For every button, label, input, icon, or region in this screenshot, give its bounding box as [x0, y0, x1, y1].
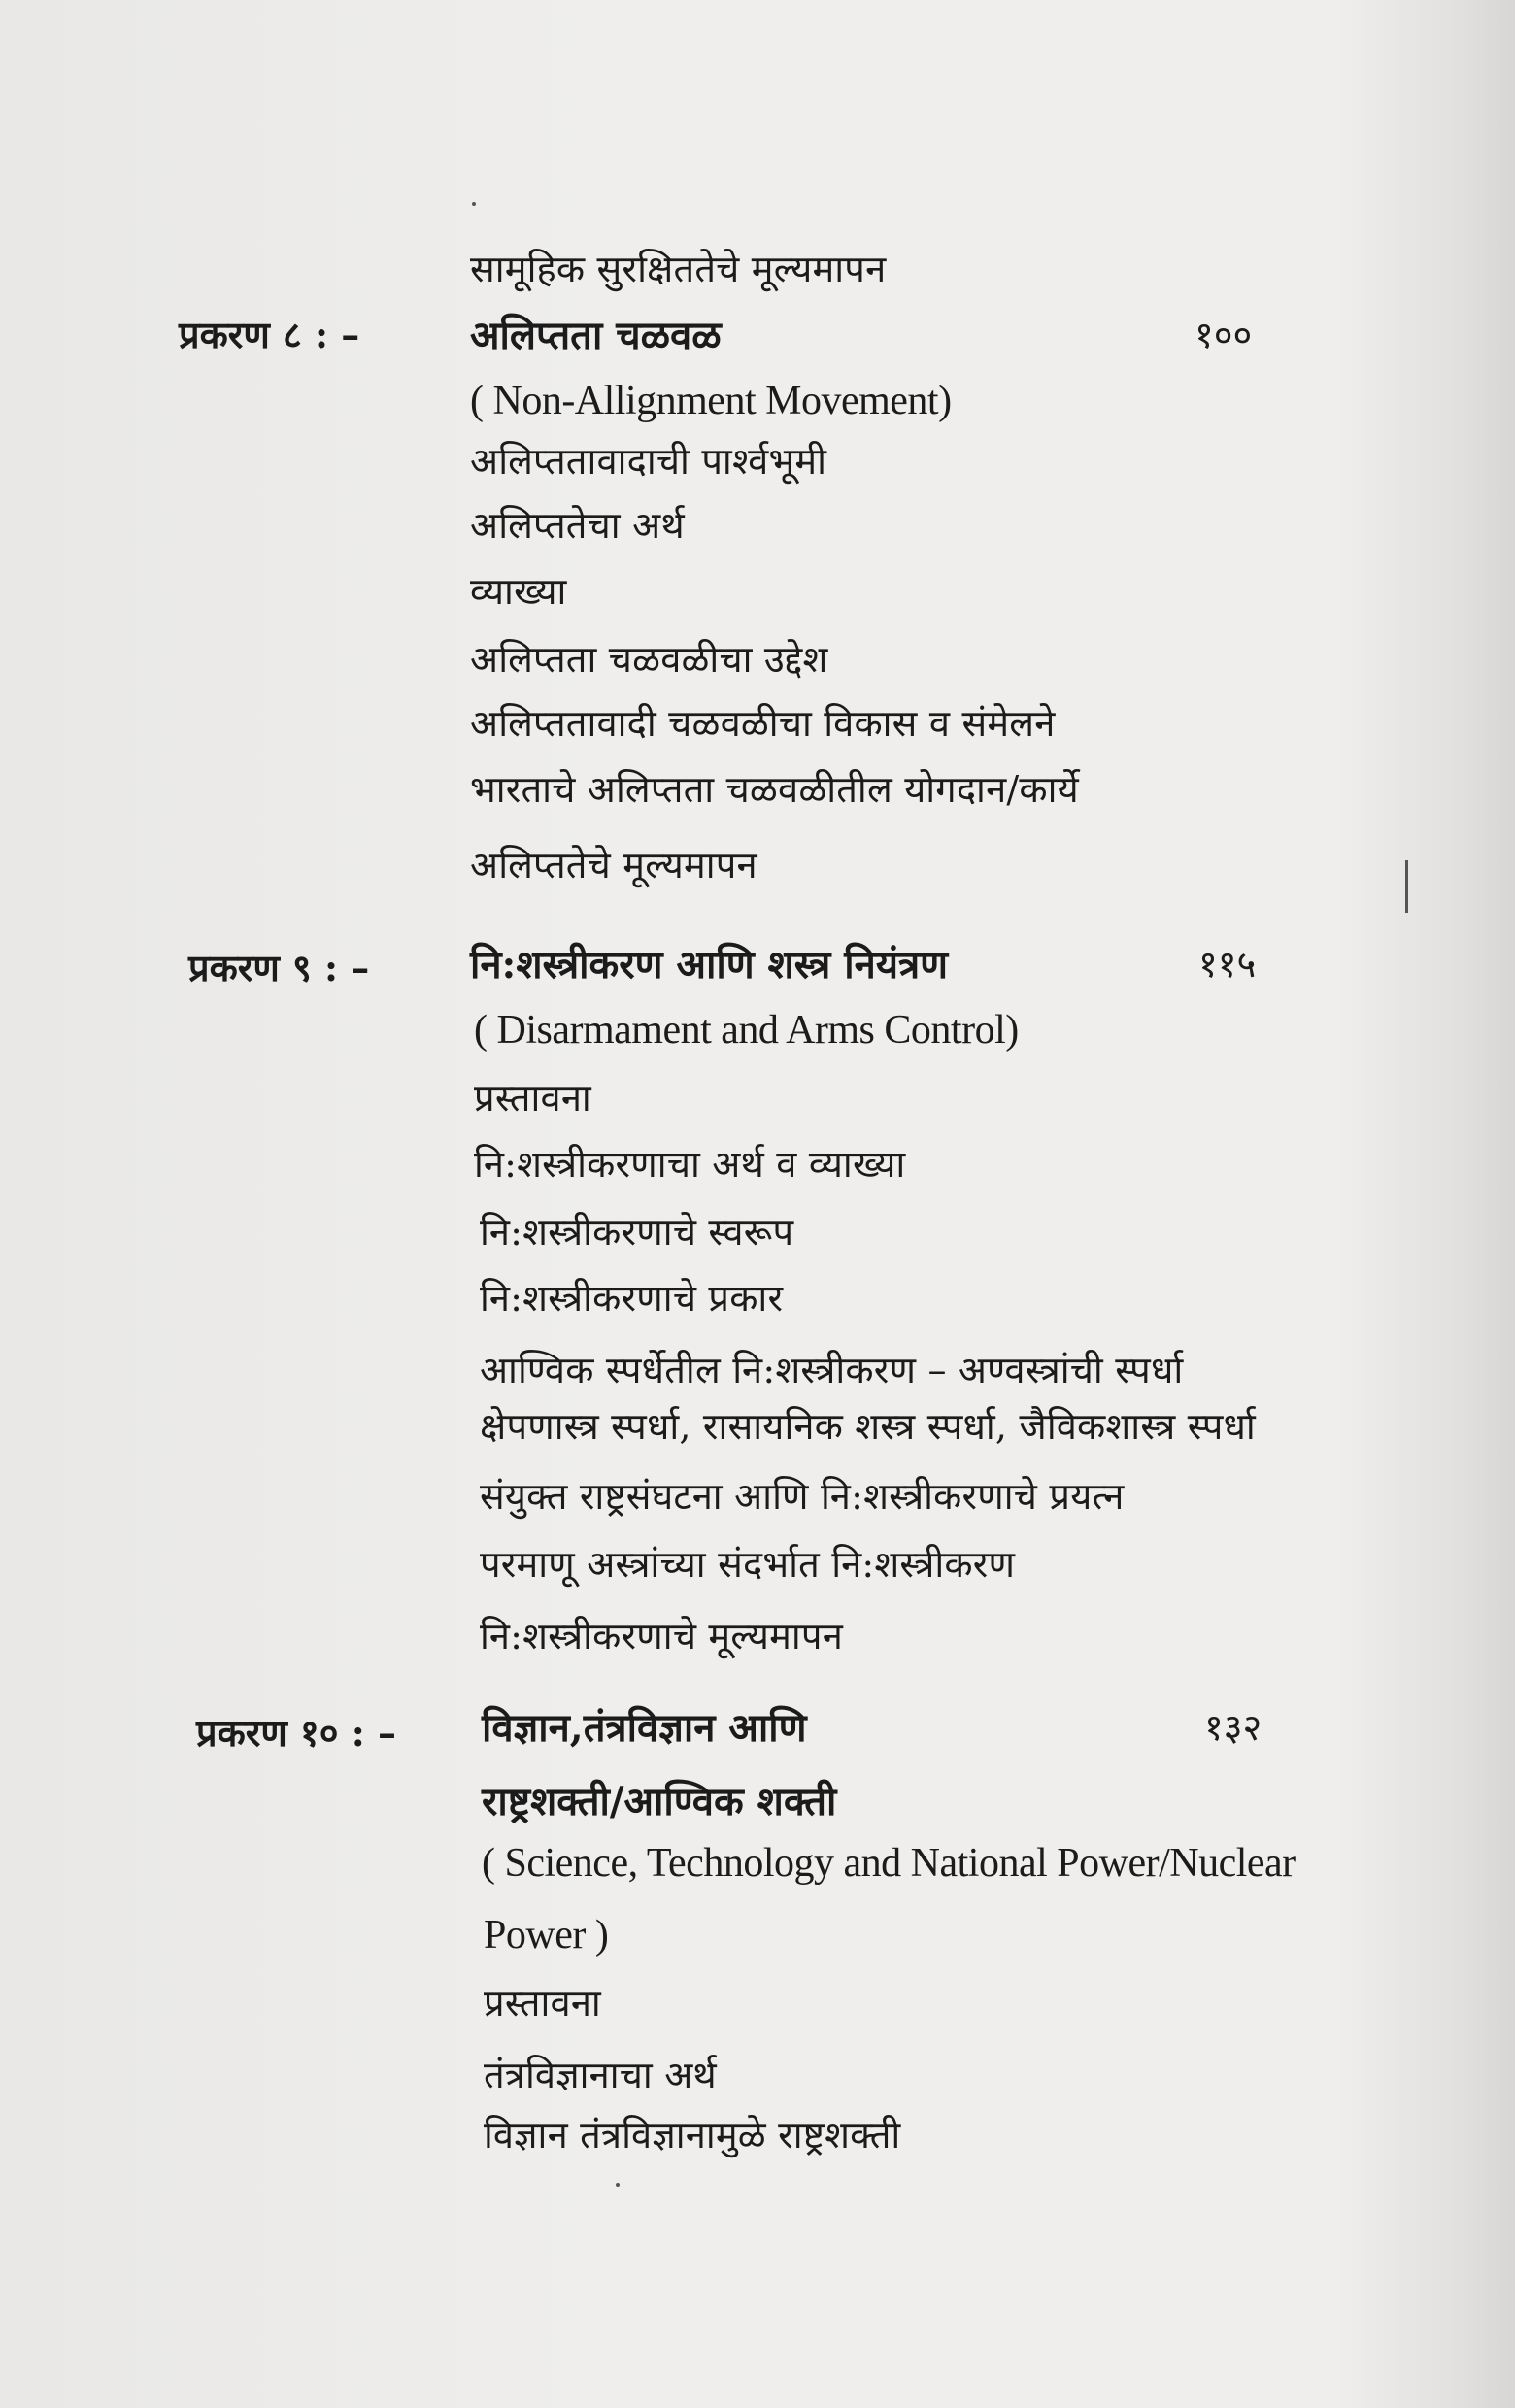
- stray-dot-mark: [616, 2183, 620, 2187]
- chapter-10-title-line-2: राष्ट्रशक्ती/आण्विक शक्ती: [482, 1779, 837, 1824]
- chapter-9-item: नि:शस्त्रीकरणाचे स्वरूप: [480, 1211, 794, 1254]
- stray-margin-mark: [1405, 860, 1408, 913]
- chapter-9-item: प्रस्तावना: [474, 1077, 591, 1120]
- chapter-8-item: अलिप्तता चळवळीचा उद्देश: [470, 638, 828, 681]
- chapter-9-title: नि:शस्त्रीकरण आणि शस्त्र नियंत्रण: [470, 942, 949, 987]
- chapter-8-label: प्रकरण ८ : –: [179, 313, 360, 356]
- chapter-10-page-number: १३२: [1204, 1706, 1262, 1749]
- chapter-9-item: क्षेपणास्त्र स्पर्धा, रासायनिक शस्त्र स्पर्धा, जैविकशास्त्र स्पर्धा: [480, 1405, 1256, 1448]
- chapter-8-item: अलिप्ततेचे मूल्यमापन: [470, 844, 758, 886]
- chapter-8-title: अलिप्तता चळवळ: [470, 313, 722, 358]
- chapter-10-item: प्रस्तावना: [484, 1982, 601, 2024]
- chapter-8-english-title: ( Non-Allignment Movement): [470, 379, 952, 423]
- chapter-9-item: नि:शस्त्रीकरणाचे मूल्यमापन: [480, 1615, 843, 1657]
- chapter-9-item: नि:शस्त्रीकरणाचा अर्थ व व्याख्या: [474, 1143, 906, 1186]
- chapter-10-english-title-line-2: Power ): [484, 1913, 609, 1957]
- stray-dot-mark: [472, 202, 476, 206]
- chapter-8-item: अलिप्ततावादी चळवळीचा विकास व संमेलने: [470, 702, 1056, 745]
- chapter-10-label: प्रकरण १० : –: [196, 1711, 397, 1755]
- chapter-9-item: आण्विक स्पर्धेतील नि:शस्त्रीकरण – अण्वस्त्रांची स्पर्धा: [480, 1349, 1184, 1391]
- chapter-9-item: संयुक्त राष्ट्रसंघटना आणि नि:शस्त्रीकरणाचे प्रयत्न: [480, 1475, 1125, 1518]
- chapter-9-page-number: ११५: [1198, 943, 1257, 986]
- chapter-8-page-number: १००: [1195, 314, 1253, 356]
- chapter-8-item: अलिप्ततावादाची पार्श्वभूमी: [470, 440, 827, 483]
- chapter-10-title-line-1: विज्ञान,तंत्रविज्ञान आणि: [482, 1705, 807, 1751]
- chapter-8-item: भारताचे अलिप्तता चळवळीतील योगदान/कार्ये: [470, 768, 1079, 811]
- chapter-10-english-title-line-1: ( Science, Technology and National Power/Nuclear: [482, 1841, 1296, 1886]
- chapter-9-item: नि:शस्त्रीकरणाचे प्रकार: [480, 1277, 784, 1320]
- chapter-10-item: विज्ञान तंत्रविज्ञानामुळे राष्ट्रशक्ती: [484, 2114, 901, 2157]
- chapter-10-item: तंत्रविज्ञानाचा अर्थ: [484, 2054, 717, 2096]
- chapter-9-english-title: ( Disarmament and Arms Control): [474, 1008, 1019, 1053]
- chapter-8-item: अलिप्ततेचा अर्थ: [470, 504, 685, 547]
- toc-item-collective-security-evaluation: सामूहिक सुरक्षिततेचे मूल्यमापन: [470, 248, 887, 290]
- chapter-9-item: परमाणू अस्त्रांच्या संदर्भात नि:शस्त्रीकरण: [480, 1543, 1016, 1586]
- chapter-8-item: व्याख्या: [470, 570, 567, 613]
- chapter-9-label: प्रकरण ९ : –: [188, 946, 370, 989]
